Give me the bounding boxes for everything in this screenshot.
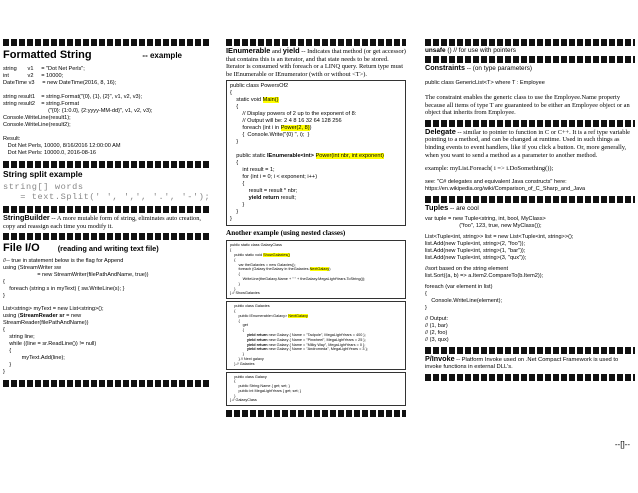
code-line: { <box>230 272 240 277</box>
code-line: list.Sort((a, b) => a.Item2.CompareTo(b.Item2)); <box>425 272 544 279</box>
code-line: public static class GalaxyClass <box>230 243 282 248</box>
code-line: list.Add(new Tuple<int, string>(2, "foo")); <box>425 240 526 247</box>
delegate-example: example: myList.Foreach( i => i.DoSomething()); <box>425 165 554 173</box>
delegate-title: Delegate <box>425 126 456 136</box>
code-line: int result = 1; <box>230 167 275 174</box>
formatted-string-code <box>3 66 210 157</box>
nested-example-title: Another example (using nested classes) <box>226 229 346 238</box>
formatted-string-title: Formatted String <box>3 49 92 61</box>
highlighted-code: Power(2, 8) <box>280 125 310 132</box>
code-line: { Console.Write("{0} ", i); } <box>230 132 310 139</box>
constraints-code: public class GenericList<T> where T : Employee <box>425 80 545 86</box>
code-line: } <box>3 293 5 300</box>
code-line: } <box>230 139 239 146</box>
code-line <box>3 87 210 94</box>
code-line: // (1, bar) <box>425 322 448 329</box>
yield-title: yield <box>282 46 300 55</box>
file-io-title: File I/O <box>3 242 40 255</box>
delegate-see: see: "C# delegates and equivalent Java constructs" here: <box>425 178 567 185</box>
code-line: static void Main() <box>230 97 279 104</box>
code-line: DateTime v3 = new DateTime(2016, 8, 16); <box>3 80 117 86</box>
pinvoke-desc: P/Invoke -- Platform Invoke used on .Net Compact Framework is used to invoke functions in external DLL's. <box>425 353 619 370</box>
code-line: //sort based on the string element <box>425 265 509 272</box>
code-line: } // Next galaxy <box>230 356 264 361</box>
file-io-subtitle: (reading and writing text file) <box>57 244 159 254</box>
code-line: yield return new Galaxy { Name = "Andromeda", MegaLightYears = 3 }; <box>246 347 368 352</box>
highlighted-code: Main() <box>262 97 279 104</box>
code-line: } <box>230 209 239 216</box>
code-line: string v1 = "Dot Net Perls"; <box>3 66 85 72</box>
code-line: foreach (var element in list) <box>425 283 493 290</box>
code-line: list.Add(new Tuple<int, string>(1, "bar")); <box>425 247 526 254</box>
divider <box>3 160 210 168</box>
code-line: myText.Add(line); <box>3 355 65 362</box>
code-line: { <box>3 327 5 334</box>
code-line: yield return result; <box>248 195 296 202</box>
divider <box>3 205 210 213</box>
divider <box>226 409 406 417</box>
code-line: public IEnumerable<Galaxy> NextGalaxy <box>230 313 308 318</box>
code-line: foreach (Galaxy theGalaxy in theGalaxies.NextGalaxy) <box>230 267 331 272</box>
code-line: ("{0}: {1:0.0}, {2:yyyy-MM-dd}", v1, v2, v3); <box>3 108 153 114</box>
code-line: Dot Net Perls, 10000, 8/16/2016 12:00:00 AM <box>3 143 121 149</box>
divider <box>3 232 210 240</box>
code-line: public class Galaxies <box>230 304 270 309</box>
code-line: Dot Net Perls: 10000.0, 2016-08-16 <box>3 150 96 156</box>
code-line: result = result * nbr; <box>230 188 298 195</box>
file-io-header <box>3 241 210 255</box>
delegate-url: https://en.wikipedia.org/wiki/Comparison_of_C_Sharp_and_Java <box>425 185 586 192</box>
code-line: } // ShowGalaxies <box>230 291 260 296</box>
divider <box>425 195 635 203</box>
code-line: Result: <box>3 136 21 142</box>
tuples-line: Tuples -- are cool <box>425 202 479 212</box>
file-write-code <box>3 258 210 300</box>
pinvoke-title: P/Invoke <box>425 353 455 363</box>
ienumerable-desc: IEnumerable and yield -- Indicates that method (or get accessor) that contains this is an iterator, and that state needs to be stored. Iterator is consumed with foreach or a LINQ query. Return type must be IEnumerable or IEnumerator (with or without <T>). <box>226 46 406 78</box>
unsafe-line: unsafe () // for use with pointers <box>425 47 516 54</box>
code-line: // (3, qux) <box>425 336 449 343</box>
code-line: } <box>425 304 427 311</box>
code-line: = new StreamWriter(filePathAndName, true)) <box>3 272 149 279</box>
page-marker: --[]-- <box>614 440 630 449</box>
code-line: } <box>230 202 245 209</box>
code-line: { <box>230 104 239 111</box>
code-line: Console.WriteLine(element); <box>425 297 502 304</box>
tuple-output-code <box>425 316 635 344</box>
formatted-string-example: -- example <box>142 51 182 60</box>
code-line: } <box>230 352 244 357</box>
code-line: ("foo", 123, true, new MyClass()); <box>425 222 542 229</box>
stringbuilder-desc: StringBuilder -- A more mutable form of string, eliminates auto creation, copy and reassign each time you modify it. <box>3 213 202 230</box>
code-line: list.Add(new Tuple<int, string>(3, "qux")); <box>425 254 527 261</box>
code-line: } <box>230 281 240 286</box>
ienumerable-title: IEnumerable <box>226 46 271 55</box>
code-line: string line; <box>3 334 35 341</box>
galaxy-code <box>226 372 406 407</box>
code-line: // Output will be: 2 4 8 16 32 64 128 256 <box>230 118 342 125</box>
code-line: for (int i = 0; i < exponent; i++) <box>230 174 318 181</box>
code-line: using (StreamReader sr = new <box>3 313 82 320</box>
code-line <box>230 146 402 153</box>
tuple-foreach-code <box>425 284 635 312</box>
code-line: { <box>230 257 236 262</box>
galaxies-code <box>226 301 406 369</box>
divider <box>3 38 210 46</box>
highlighted-code: NextGalaxy <box>288 313 308 318</box>
split-code-line: = text.Split(' ', ',', '.', '-'); <box>3 192 210 202</box>
code-line: } <box>230 393 236 398</box>
code-line: string result2 = string.Format <box>3 101 80 107</box>
code-line: } <box>3 362 12 369</box>
split-code-line: string[] words <box>3 182 84 192</box>
code-line: { <box>425 290 427 297</box>
code-line: foreach (int i in Power(2, 8)) <box>230 125 312 132</box>
code-line: { <box>230 308 236 313</box>
string-split-title: String split example <box>3 169 83 179</box>
powers-code-box <box>226 80 406 226</box>
code-line: } // Galaxies <box>230 361 255 366</box>
tuples-title: Tuples <box>425 202 449 212</box>
code-line: } <box>230 216 232 223</box>
column-middle <box>226 0 406 493</box>
code-line <box>3 129 210 136</box>
file-read-code <box>3 306 210 376</box>
code-line: int v2 = 10000; <box>3 73 64 79</box>
column-right <box>425 0 635 493</box>
code-line: { <box>230 160 239 167</box>
code-line: List<string> myText = new List<string>(); <box>3 306 104 313</box>
tuple-sort-code <box>425 266 635 280</box>
divider <box>425 55 635 63</box>
unsafe-title: unsafe <box>425 47 446 54</box>
divider <box>425 38 635 46</box>
code-line: { <box>230 328 244 333</box>
divider <box>425 346 635 354</box>
code-line: public static void ShowGalaxies() <box>230 252 290 257</box>
code-line: // (2, foo) <box>425 329 448 336</box>
code-line: { <box>3 279 5 286</box>
code-line: public int MegaLightYears { get; set; } <box>230 388 301 393</box>
code-line: Console.WriteLine(result1); <box>3 115 71 121</box>
code-line: WriteLine(theGalaxy.Name + " " + theGalaxy.MegaLightYears.ToString()); <box>230 276 366 281</box>
code-line: public String Name { get; set; } <box>230 384 290 389</box>
code-line: while ((line = sr.ReadLine()) != null) <box>3 341 97 348</box>
code-line: yield return new Galaxy { Name = "Tadpole", MegaLightYears = 400 }; <box>246 332 366 337</box>
code-line: public static IEnumerable<int> Power(int nbr, int exponent) <box>230 153 384 160</box>
formatted-string-header <box>3 48 210 62</box>
code-line: { <box>3 348 12 355</box>
tuple-list-code <box>425 234 635 262</box>
column-left <box>0 0 210 493</box>
code-line: { <box>230 318 240 323</box>
constraints-line: Constraints -- (on type parameters) <box>425 63 533 72</box>
constraints-title: Constraints <box>425 63 465 72</box>
highlighted-code: ShowGalaxies() <box>263 252 290 257</box>
code-line: yield return new Galaxy { Name = "Milky Way", MegaLightYears = 0 }; <box>246 342 366 347</box>
highlighted-code: Power(int nbr, int exponent) <box>315 153 384 160</box>
code-line: using (StreamWriter sw <box>3 265 62 272</box>
code-line: { <box>230 379 236 384</box>
code-line: //-- true in statement below is the flag for Append <box>3 258 124 265</box>
code-line: { <box>230 248 232 253</box>
code-line: List<Tuple<int, string>> list = new List<Tuple<int, string>>(); <box>425 233 574 240</box>
code-line: // Display powers of 2 up to the exponent of 8: <box>230 111 357 118</box>
code-line: string result1 = string.Format("{0}, {1}, {2}", v1, v2, v3); <box>3 94 143 100</box>
code-line: } <box>3 369 5 376</box>
code-line: Console.WriteLine(result2); <box>3 122 71 128</box>
code-line: public class Galaxy <box>230 374 267 379</box>
divider <box>226 38 406 46</box>
code-line: // Output: <box>425 315 449 322</box>
code-line: StreamReader(filePathAndName)) <box>3 320 89 327</box>
constraints-text: The constraint enables the generic class to use the Employee.Name property because all items of type T are guaranteed to be either an Employee object or an object that inherits from Employee. <box>425 94 630 117</box>
code-line: var theGalaxies = new Galaxies(); <box>230 262 296 267</box>
divider <box>425 373 635 381</box>
code-line: foreach (string s in myText) { sw.WriteLine(s); } <box>3 286 125 293</box>
tuple-code <box>425 216 635 230</box>
code-line: get <box>230 323 248 328</box>
code-line: { <box>230 181 245 188</box>
code-line: var tuple = new Tuple<string, int, bool, MyClass> <box>425 215 546 222</box>
highlighted-code: NextGalaxy <box>309 267 330 272</box>
code-line: yield return new Galaxy { Name = "Pinwheel", MegaLightYears = 25 }; <box>246 337 366 342</box>
divider <box>3 379 210 387</box>
code-line: public class PowersOf2 <box>230 83 289 90</box>
galaxy-class-code <box>226 240 406 299</box>
code-line: } // GalaxyClass <box>230 398 257 403</box>
code-line: { <box>230 90 232 97</box>
stringbuilder-title: StringBuilder <box>3 213 50 222</box>
divider <box>425 119 635 127</box>
delegate-desc: Delegate -- similar to pointer to function in C or C++. It is a ref type variable pointing to a method, and can be changed at runtime. Used in such things as binding events to event handlers, like if you click a button. Or, more generally, when you want to send a method as a parameter to another method. <box>425 126 631 159</box>
code-line: } <box>230 286 236 291</box>
